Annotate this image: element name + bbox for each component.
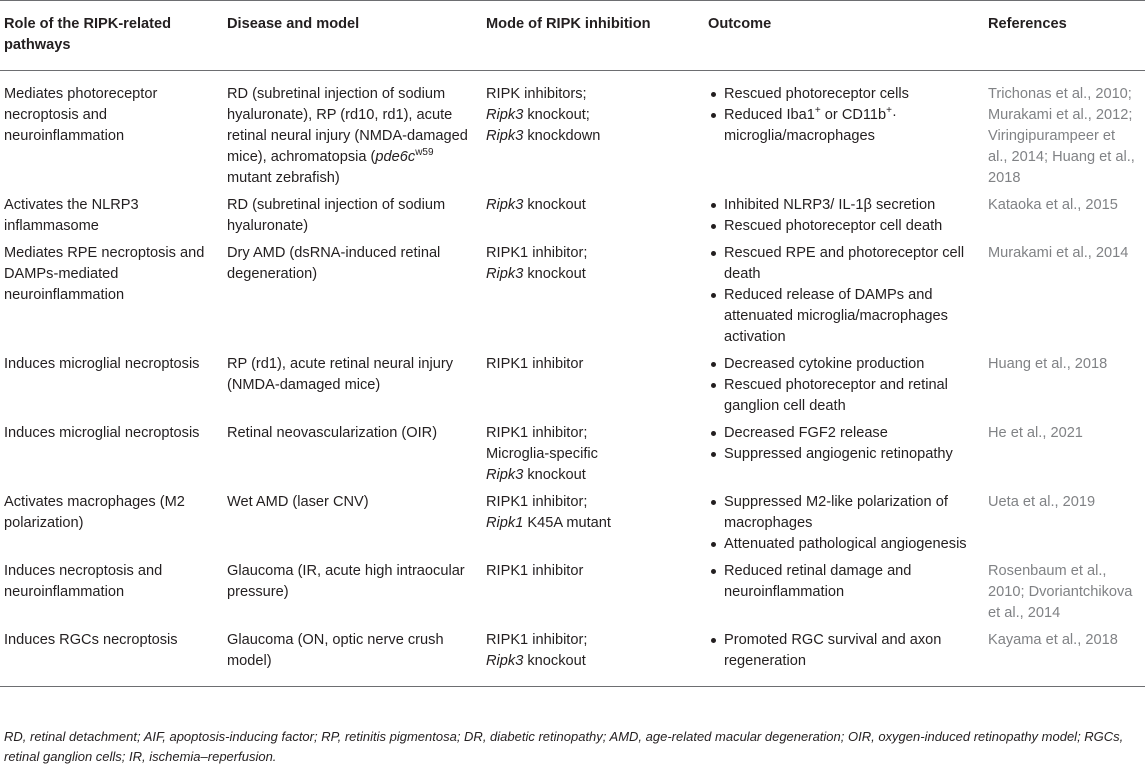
table-row — [0, 71, 1145, 190]
table-row — [0, 348, 1145, 417]
inhibition-cell — [482, 555, 704, 624]
role-cell: Induces microglial necroptosis — [4, 356, 200, 372]
outcome-cell — [704, 237, 984, 348]
disease-cell: Glaucoma (IR, acute high intraocular pressure) — [227, 563, 465, 600]
header-references: References — [984, 1, 1145, 71]
inhibition-line: RIPK1 inhibitor; — [486, 494, 588, 510]
outcome-cell — [704, 348, 984, 417]
inhibition-cell — [482, 189, 704, 237]
outcome-item: Inhibited NLRP3/ IL-1β secretion — [708, 195, 976, 216]
inhibition-cell — [482, 417, 704, 486]
inhibition-line: RIPK1 inhibitor; — [486, 632, 588, 648]
header-role: Role of the RIPK-related pathways — [0, 1, 223, 71]
inhibition-line: RIPK inhibitors; — [486, 86, 587, 102]
inhibition-line: RIPK1 inhibitor; — [486, 245, 588, 261]
disease-cell: RP (rd1), acute retinal neural injury (NMDA-damaged mice) — [227, 356, 454, 393]
outcome-item: Decreased FGF2 release — [708, 423, 976, 444]
outcome-item: Suppressed M2-like polarization of macrophages — [708, 492, 976, 534]
outcome-item: Rescued photoreceptor cell death — [708, 216, 976, 237]
outcome-cell — [704, 189, 984, 237]
outcome-item: Attenuated pathological angiogenesis — [708, 534, 976, 555]
header-inhibition: Mode of RIPK inhibition — [482, 1, 704, 71]
role-cell: Activates macrophages (M2 polarization) — [4, 494, 185, 531]
table-row — [0, 555, 1145, 624]
inhibition-line: Ripk3 knockout — [486, 467, 586, 483]
inhibition-line: RIPK1 inhibitor — [486, 563, 584, 579]
inhibition-line: RIPK1 inhibitor; — [486, 425, 588, 441]
references-cell: Murakami et al., 2014 — [988, 245, 1129, 261]
table-row — [0, 189, 1145, 237]
disease-cell: Retinal neovascularization (OIR) — [227, 425, 438, 441]
table-row — [0, 486, 1145, 555]
references-cell: He et al., 2021 — [988, 425, 1083, 441]
inhibition-line: RIPK1 inhibitor — [486, 356, 584, 372]
outcome-cell — [704, 624, 984, 687]
header-disease: Disease and model — [223, 1, 482, 71]
disease-cell: Dry AMD (dsRNA-induced retinal degeneration) — [227, 245, 441, 282]
role-cell: Induces necroptosis and neuroinflammation — [4, 563, 163, 600]
references-cell: Kataoka et al., 2015 — [988, 197, 1118, 213]
table-row — [0, 417, 1145, 486]
outcome-item: Reduced retinal damage and neuroinflammation — [708, 561, 976, 603]
inhibition-cell — [482, 624, 704, 687]
disease-cell: RD (subretinal injection of sodium hyaluronate), RP (rd10, rd1), acute retinal neural injury (NMDA-damaged mice), achromatopsia ($pde6c^{w59}$ mutant zebrafish) — [227, 86, 468, 186]
inhibition-line: Ripk3 knockdown — [486, 128, 601, 144]
role-cell: Mediates photoreceptor necroptosis and neuroinflammation — [4, 86, 158, 144]
outcome-item: Rescued photoreceptor and retinal ganglion cell death — [708, 375, 976, 417]
inhibition-line: Ripk3 knockout — [486, 653, 586, 669]
role-cell: Activates the NLRP3 inflammasome — [4, 197, 139, 234]
references-cell: Kayama et al., 2018 — [984, 624, 1145, 687]
inhibition-cell — [482, 486, 704, 555]
inhibition-cell — [482, 348, 704, 417]
outcome-cell — [704, 417, 984, 486]
inhibition-line: Ripk3 knockout — [486, 197, 586, 213]
table-header-row — [0, 1, 1145, 71]
disease-cell: RD (subretinal injection of sodium hyaluronate) — [227, 197, 446, 234]
outcome-item: Promoted RGC survival and axon regeneration — [708, 630, 976, 672]
inhibition-cell — [482, 71, 704, 190]
inhibition-line: Ripk3 knockout — [486, 266, 586, 282]
outcome-item: Decreased cytokine production — [708, 354, 976, 375]
header-outcome: Outcome — [704, 1, 984, 71]
inhibition-line: Microglia-specific — [486, 446, 598, 462]
outcome-item: Reduced Iba1+ or CD11b+· microglia/macrophages — [708, 105, 976, 147]
outcome-item: Rescued RPE and photoreceptor cell death — [708, 243, 976, 285]
table-row — [0, 624, 1145, 687]
inhibition-cell — [482, 237, 704, 348]
outcome-cell — [704, 486, 984, 555]
disease-cell: Glaucoma (ON, optic nerve crush model) — [223, 624, 482, 687]
outcome-cell — [704, 555, 984, 624]
role-cell: Induces RGCs necroptosis — [0, 624, 223, 687]
role-cell: Induces microglial necroptosis — [4, 425, 200, 441]
references-cell: Huang et al., 2018 — [988, 356, 1108, 372]
inhibition-line: Ripk1 K45A mutant — [486, 515, 611, 531]
outcome-item: Reduced release of DAMPs and attenuated microglia/macrophages activation — [708, 285, 976, 348]
table-row — [0, 237, 1145, 348]
inhibition-line: Ripk3 knockout; — [486, 107, 590, 123]
role-cell: Mediates RPE necroptosis and DAMPs-mediated neuroinflammation — [4, 245, 205, 303]
outcome-item: Suppressed angiogenic retinopathy — [708, 444, 976, 465]
references-cell: Ueta et al., 2019 — [988, 494, 1096, 510]
disease-cell: Wet AMD (laser CNV) — [227, 494, 369, 510]
outcome-cell — [704, 71, 984, 190]
table-footnote: RD, retinal detachment; AIF, apoptosis-inducing factor; RP, retinitis pigmentosa; DR, diabetic retinopathy; AMD, age-related macular degeneration; OIR, oxygen-induced retinopathy model; RGCs, retinal ganglion cells; IR, ischemia–reperfusion. — [4, 729, 1124, 764]
outcome-item: Rescued photoreceptor cells — [708, 84, 976, 105]
references-cell: Trichonas et al., 2010; Murakami et al., 2012; Viringipurampeer et al., 2014; Huang et al., 2018 — [988, 86, 1135, 186]
references-cell: Rosenbaum et al., 2010; Dvoriantchikova et al., 2014 — [988, 563, 1133, 621]
